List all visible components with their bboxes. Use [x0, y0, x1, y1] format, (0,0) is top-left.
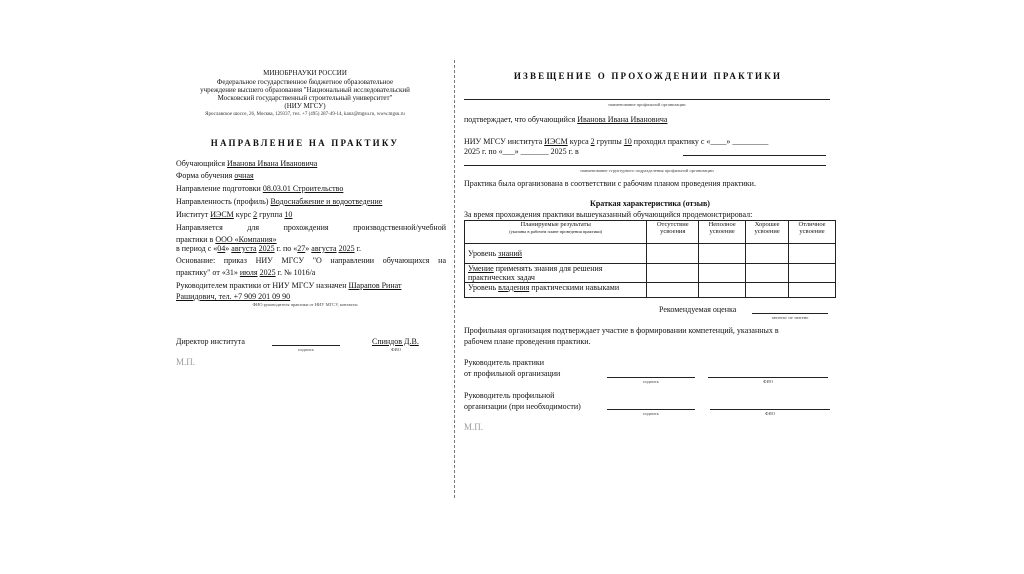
practice-head-label-2: от профильной организации [464, 369, 561, 378]
cell[interactable] [789, 244, 836, 264]
col-header-good: Хорошее усвоение [746, 221, 789, 244]
ministry-name: МИНОБРНАУКИ РОССИИ [263, 69, 347, 77]
org-head-label-2: организации (при необходимости) [464, 402, 581, 411]
director-fio-caption: ФИО [390, 347, 402, 352]
brief-intro: За время прохождения практики вышеуказанный обучающийся продемонстрировал: [464, 210, 753, 219]
practice-head-fio-caption: ФИО [762, 379, 774, 384]
org-head-sign-caption: подпись [643, 411, 659, 416]
basis-line-2: практику" от «31» июля 2025 г. № 1016/а [176, 268, 316, 277]
cell[interactable] [746, 244, 789, 264]
col-header-excellent: Отличное усвоение [789, 221, 836, 244]
sent-line-2: практики в ООО «Компания» [176, 235, 277, 244]
org-head-fio-line[interactable] [710, 409, 830, 410]
org-head-signature-line[interactable] [607, 409, 695, 410]
col-header-none: Отсутствие усвоения [647, 221, 699, 244]
confirms-student-name: Иванова Ивана Ивановича [577, 115, 668, 124]
grade-caption: зачтено/ не зачтено [771, 315, 809, 320]
cell[interactable] [699, 264, 746, 283]
org-head-label-1: Руководитель профильной [464, 391, 555, 400]
table-row [465, 283, 836, 298]
cell[interactable] [789, 264, 836, 283]
org-head-fio-caption: ФИО [764, 411, 776, 416]
recommended-label: Рекомендуемая оценка [659, 305, 737, 314]
institute-line: Институт ИЭСМ курс 2 группа 10 [176, 210, 293, 219]
unit-caption: наименование структурного подразделения профильной организации [580, 168, 714, 173]
study-line: НИУ МГСУ института ИЭСМ курса 2 группы 10 проходил практику с «____» _________ [464, 137, 769, 146]
practice-head-fio-line[interactable] [708, 377, 828, 378]
organized-line: Практика была организована в соответствии с рабочим планом проведения практики. [464, 179, 756, 188]
brief-title: Краткая характеристика (отзыв) [590, 199, 710, 208]
row-knowledge: Уровень знаний [465, 244, 647, 264]
cell[interactable] [699, 283, 746, 298]
right-stamp-place: М.П. [464, 422, 484, 432]
table-row [465, 244, 836, 264]
cell[interactable] [647, 264, 699, 283]
page-divider [454, 60, 455, 498]
org-name-line [464, 99, 830, 100]
period-line: в период с «04» августа 2025 г. по «27» августа 2025 г. [176, 244, 361, 253]
cell[interactable] [789, 283, 836, 298]
competence-line-1: Профильная организация подтверждает участие в формировании компетенций, указанных в [464, 326, 779, 335]
org-name-caption: наименование профильной организации [608, 102, 686, 107]
practice-head-label-1: Руководитель практики [464, 358, 545, 367]
unit-line-2 [464, 165, 826, 166]
row-practical: Уровень владения практическими навыками [465, 283, 647, 298]
practice-head-signature-line[interactable] [607, 377, 695, 378]
director-name: Спиндов Д.В. [372, 337, 419, 346]
org-abbreviation: (НИУ МГСУ) [284, 102, 326, 110]
unit-line [683, 155, 826, 156]
supervisor-line-2: Рашидович, тел. +7 909 201 09 90 [176, 292, 291, 301]
profile-line: Направленность (профиль) Водоснабжение и водоотведение [176, 197, 383, 206]
supervisor-line-1: Руководителем практики от НИУ МГСУ назначен Шарапов Ринат [176, 281, 402, 290]
org-line-3: Московский государственный строительный университет" [217, 94, 393, 102]
director-signature-line [272, 345, 340, 346]
practice-head-sign-caption: подпись [643, 379, 659, 384]
cell[interactable] [746, 264, 789, 283]
director-label: Директор института [176, 337, 245, 346]
cell[interactable] [647, 244, 699, 264]
left-stamp-place: М.П. [176, 357, 196, 367]
evaluation-table [464, 220, 836, 298]
results-header: Планируемые результаты (указаны в рабочем плане проведения практики) [465, 221, 647, 244]
org-line-1: Федеральное государственное бюджетное образовательное [216, 78, 394, 86]
org-line-2: учреждение высшего образования "Национальный исследовательский [200, 86, 410, 94]
form-line: Форма обучения очная [176, 171, 254, 180]
org-address: Ярославское шоссе, 26, Москва, 129337, тел. +7 (495) 287-49-14, kanz@mgsu.ru, www.mgsu.ru [205, 112, 405, 117]
sent-line-1: Направляется для прохождения производственной/учебной [176, 223, 446, 232]
director-sign-caption: подпись [298, 347, 314, 352]
period-line-right: 2025 г. по «___» _______ 2025 г. в [464, 147, 579, 156]
cell[interactable] [746, 283, 789, 298]
doc-title: НАПРАВЛЕНИЕ НА ПРАКТИКУ [210, 138, 400, 148]
confirms-line: подтверждает, что обучающийся Иванова Ивана Ивановича [464, 115, 668, 124]
notice-title: ИЗВЕЩЕНИЕ О ПРОХОЖДЕНИИ ПРАКТИКИ [513, 71, 783, 81]
table-row [465, 264, 836, 283]
supervisor-caption: ФИО руководителя практики от НИУ МГСУ, контакты [252, 302, 358, 307]
row-skills: Умение применять знания для решения практических задач [465, 264, 647, 283]
grade-line[interactable] [752, 313, 828, 314]
student-name: Иванова Ивана Ивановича [227, 159, 318, 168]
basis-line-1: Основание: приказ НИУ МГСУ "О направлении обучающихся на [176, 256, 446, 265]
cell[interactable] [647, 283, 699, 298]
evaluation-header-row [465, 221, 836, 244]
cell[interactable] [699, 244, 746, 264]
student-line: Обучающийся Иванова Ивана Ивановича [176, 159, 318, 168]
col-header-partial: Неполное усвоение [699, 221, 746, 244]
direction-line: Направление подготовки 08.03.01 Строительство [176, 184, 344, 193]
competence-line-2: рабочем плане проведения практики. [464, 337, 591, 346]
